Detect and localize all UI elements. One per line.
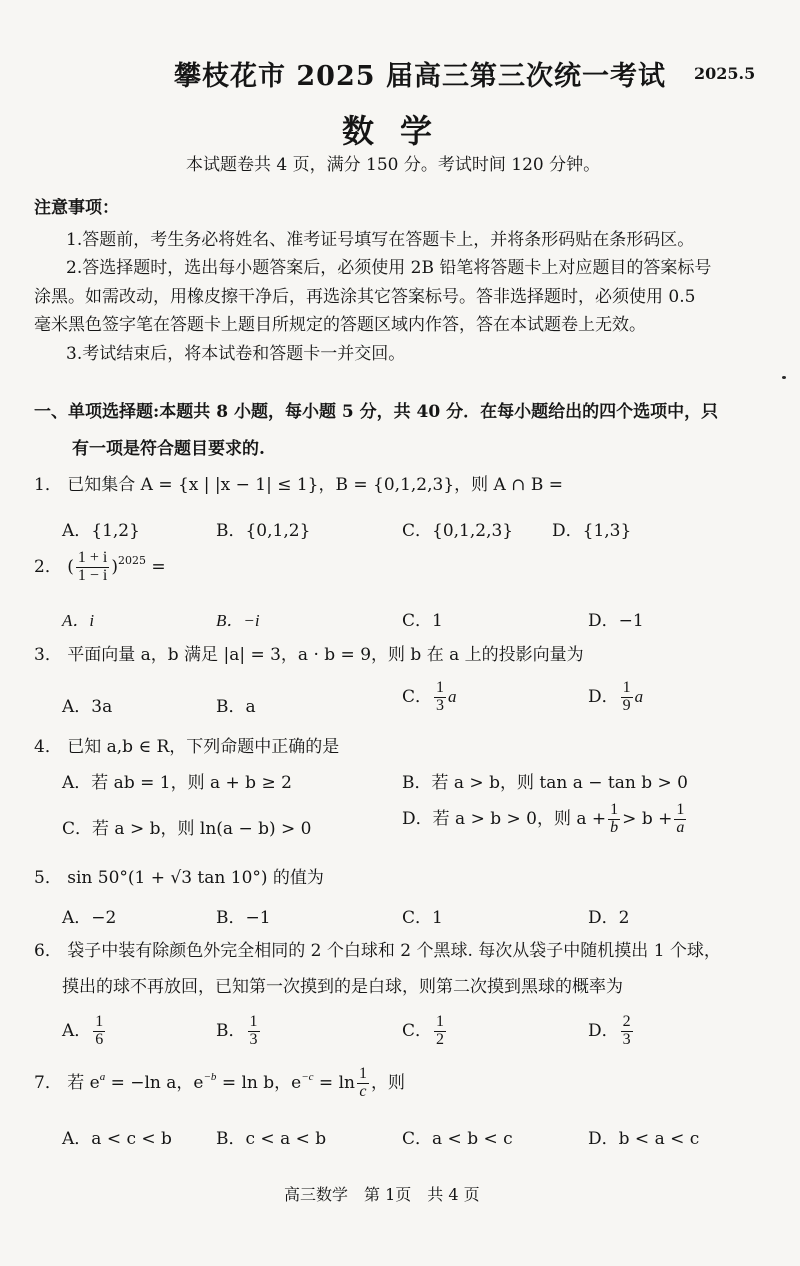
question-stem: 袋子中装有除颜色外完全相同的 2 个白球和 2 个黑球. 每次从袋子中随机摸出 1 个球， (67, 941, 721, 961)
question-number: 7． (34, 1072, 62, 1093)
fraction-bottom: c (359, 1082, 367, 1100)
question-6 (34, 936, 721, 961)
option-d (588, 680, 643, 715)
question-3 (34, 640, 584, 665)
option-label: C． (402, 686, 433, 707)
option-d: D．−1 (588, 611, 644, 631)
exponent: −b (203, 1070, 217, 1083)
option-d: D．2 (588, 908, 630, 928)
exponent: 2025 (117, 553, 146, 567)
subject-title: 数学 (342, 112, 459, 150)
fraction-top: 1 (622, 679, 631, 696)
fraction (76, 550, 109, 585)
option-c: C．1 (402, 908, 443, 928)
option-a: A．i (62, 611, 95, 630)
option-a: A．−2 (62, 908, 117, 928)
question-stem: sin 50°(1 + √3 tan 10°) 的值为 (67, 868, 324, 888)
option-tail: a (634, 686, 644, 706)
question-number: 6． (34, 941, 62, 961)
option-d: D．b < a < c (588, 1129, 700, 1149)
question-number: 5． (34, 868, 62, 888)
fraction-bottom: 9 (622, 696, 631, 714)
question-number: 2． (34, 556, 62, 577)
fraction-bottom: 6 (95, 1030, 104, 1048)
fraction-top: 1 + i (77, 549, 108, 566)
section-heading: 一、单项选择题:本题共 8 小题，每小题 5 分，共 40 分．在每小题给出的四个选项中，只 (34, 402, 719, 422)
exponent: −c (301, 1070, 314, 1083)
exam-date: 2025.5 (694, 64, 756, 83)
exponent: a (99, 1070, 106, 1083)
option-text: > b + (622, 808, 673, 829)
question-4 (34, 732, 339, 757)
fraction-top: 1 (249, 1013, 258, 1030)
option-label: B． (216, 1020, 246, 1041)
fraction-top: 1 (358, 1065, 367, 1082)
question-stem: = ln (313, 1072, 355, 1093)
notice-line: 1.答题前，考生务必将姓名、准考证号填写在答题卡上，并将条形码贴在条形码区。 (66, 230, 695, 250)
fraction-top: 1 (436, 1013, 445, 1030)
fraction (621, 1014, 633, 1049)
fraction-bottom: 1 − i (77, 566, 108, 584)
fraction (674, 802, 686, 837)
fraction (434, 680, 446, 715)
question-5 (34, 863, 324, 888)
question-stem: 已知 a,b ∈ R，下列命题中正确的是 (67, 737, 340, 757)
fraction (621, 680, 633, 715)
option-c: C．{0,1,2,3} (402, 521, 514, 541)
question-number: 4． (34, 737, 62, 757)
question-tail: = (145, 556, 166, 577)
scan-speck (782, 376, 786, 379)
notice-line: 2.答选择题时，选出每小题答案后，必须使用 2B 铅笔将答题卡上对应题目的答案标号 (66, 258, 712, 278)
question-6-cont: 摸出的球不再放回，已知第一次摸到的是白球，则第二次摸到黑球的概率为 (62, 977, 623, 997)
fraction (248, 1014, 260, 1049)
question-number: 3． (34, 645, 62, 665)
option-a: A．若 ab = 1，则 a + b ≥ 2 (62, 773, 292, 793)
fraction-top: 1 (436, 679, 445, 696)
option-c (402, 680, 457, 715)
option-d: D．{1,3} (552, 521, 632, 541)
notice-line: 涂黑。如需改动，用橡皮擦干净后，再选涂其它答案标号。答非选择题时，必须使用 0.5 (34, 287, 696, 307)
exam-info: 本试题卷共 4 页，满分 150 分。考试时间 120 分钟。 (186, 155, 601, 175)
option-label: C． (402, 1020, 433, 1041)
fraction (608, 802, 620, 837)
page-footer: 高三数学 第 1页 共 4 页 (284, 1185, 480, 1204)
section-heading-cont: 有一项是符合题目要求的. (72, 439, 265, 459)
option-a: A．a < c < b (62, 1129, 172, 1149)
question-stem: 已知集合 A = {x | |x − 1| ≤ 1}，B = {0,1,2,3}，则 A ∩ B = (67, 475, 564, 495)
fraction-top: 1 (95, 1013, 104, 1030)
option-b: B．−1 (216, 908, 271, 928)
option-label: D． (588, 686, 619, 707)
option-c: C．1 (402, 611, 443, 631)
fraction-bottom: 3 (622, 1030, 631, 1048)
option-text: D．若 a > b > 0，则 a + (402, 808, 607, 829)
fraction-bottom: 2 (436, 1030, 445, 1048)
option-c (402, 1014, 448, 1049)
option-a: A．3a (62, 697, 113, 717)
question-stem: = −ln a，e (105, 1072, 204, 1093)
fraction-top: 1 (610, 801, 619, 818)
fraction-top: 2 (622, 1013, 631, 1030)
question-stem: 若 e (67, 1072, 100, 1093)
paren-open: ( (67, 556, 74, 577)
question-stem: 平面向量 a，b 满足 |a| = 3，a · b = 9，则 b 在 a 上的投影向量为 (67, 645, 584, 665)
fraction (434, 1014, 446, 1049)
fraction (357, 1066, 369, 1101)
exam-title: 攀枝花市 2025 届高三第三次统一考试 (174, 61, 666, 92)
option-c: C．a < b < c (402, 1129, 513, 1149)
fraction-bottom: 3 (249, 1030, 258, 1048)
question-stem: = ln b，e (216, 1072, 302, 1093)
question-stem: ，则 (370, 1072, 405, 1093)
fraction-top: 1 (676, 801, 685, 818)
option-b (216, 1014, 262, 1049)
option-b: B．若 a > b，则 tan a − tan b > 0 (402, 773, 688, 793)
fraction (93, 1014, 105, 1049)
fraction-bottom: b (610, 818, 619, 836)
option-label: D． (588, 1020, 619, 1041)
option-b: B．−i (216, 611, 260, 630)
option-a (62, 1014, 107, 1049)
option-d (402, 802, 688, 837)
notice-heading: 注意事项： (34, 198, 119, 218)
question-7 (34, 1066, 405, 1101)
option-tail: a (448, 686, 457, 706)
fraction-bottom: a (676, 818, 685, 836)
option-b: B．{0,1,2} (216, 521, 311, 541)
question-number: 1． (34, 475, 62, 495)
question-1 (34, 470, 563, 495)
option-a: A．{1,2} (62, 521, 140, 541)
option-c: C．若 a > b，则 ln(a − b) > 0 (62, 819, 312, 839)
question-2 (34, 550, 166, 585)
option-d (588, 1014, 635, 1049)
paren-close: ) (111, 556, 118, 577)
fraction-bottom: 3 (436, 696, 445, 714)
option-label: A． (62, 1020, 92, 1041)
option-b: B．c < a < b (216, 1129, 327, 1149)
notice-line: 3.考试结束后，将本试卷和答题卡一并交回。 (66, 344, 406, 364)
notice-line: 毫米黑色签字笔在答题卡上题目所规定的答题区域内作答，答在本试题卷上无效。 (34, 315, 646, 335)
option-b: B．a (216, 697, 256, 717)
